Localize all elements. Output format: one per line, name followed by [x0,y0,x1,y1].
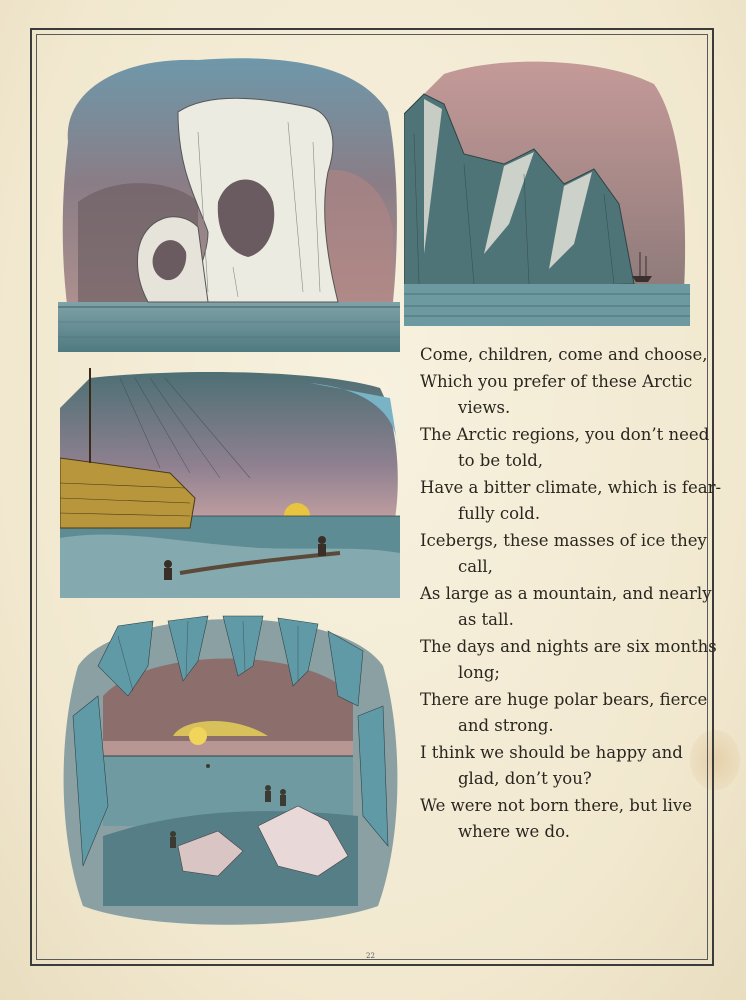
poem-line: As large as a mountain, and nearly [420,583,712,603]
poem-stanza [420,475,722,528]
poem-stanza [420,528,707,581]
poem-stanza [420,793,700,846]
poem-line: The days and nights are six months [420,636,717,656]
poem-stanza [420,687,708,740]
poem-line: Which you prefer of these Arctic [420,371,693,391]
poem-line-continuation: and strong. [458,716,554,735]
poem-line: Icebergs, these masses of ice they [420,530,707,550]
poem-stanza [420,342,708,369]
poem-line-continuation: as tall. [458,610,514,629]
illustration-iceberg-arch [58,52,400,352]
poem-line-continuation: long; [458,663,500,682]
poem-stanza [420,634,717,687]
illustration-ship-sunset [60,368,400,598]
poem-text [420,342,722,846]
poem-line-continuation: call, [458,557,493,576]
illustration-ice-cave [58,606,400,926]
poem-stanza [420,422,710,475]
poem-line: Have a bitter climate, which is fear- [420,477,722,497]
poem-stanza [420,740,700,793]
poem-line: I think we should be happy and [420,742,683,762]
poem-line: We were not born there, but live [420,795,692,815]
poem-line-continuation: where we do. [458,822,570,841]
poem-stanza [420,581,712,634]
poem-line-continuation: views. [458,398,511,417]
poem-line-continuation: fully cold. [458,504,541,523]
poem-line-continuation: glad, don’t you? [458,769,592,788]
poem-line: There are huge polar bears, fierce [420,689,708,709]
page-number: 22 [366,952,375,960]
poem-line: Come, children, come and choose, [420,345,708,364]
illustration-iceberg-mountain [404,54,690,326]
poem-line-continuation: to be told, [458,451,544,470]
poem-line: The Arctic regions, you don’t need [420,424,710,444]
poem-stanza [420,369,700,422]
